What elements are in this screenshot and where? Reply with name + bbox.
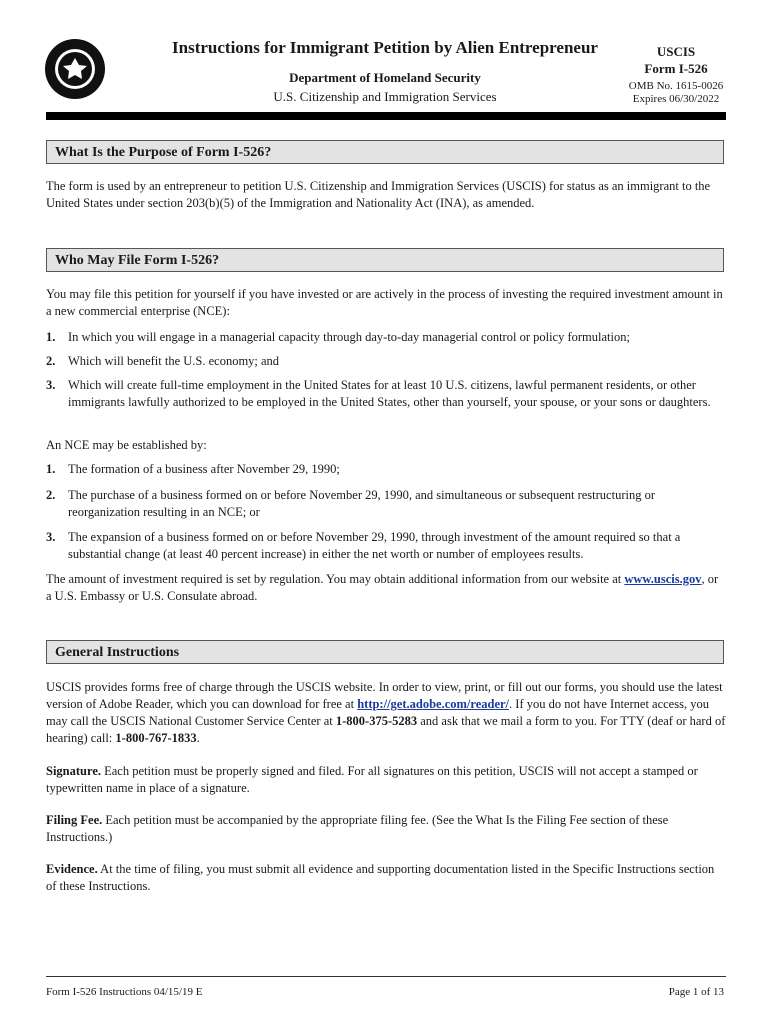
section-heading-general: General Instructions	[46, 640, 724, 664]
investment-text-end: , or a U.S. Embassy or U.S. Consulate abroad.	[46, 572, 719, 603]
investment-amount-paragraph	[46, 571, 726, 605]
list-text: Which will benefit the U.S. economy; and	[68, 354, 280, 368]
purpose-paragraph: The form is used by an entrepreneur to petition U.S. Citizenship and Immigration Services (USCIS) for status as an immigrant to the United States under section 203(b)(5) of the Immigration and Nationality Act (INA), as amended.	[46, 179, 711, 210]
agency-name: U.S. Citizenship and Immigration Services	[273, 89, 497, 104]
list-number: 1.	[46, 330, 56, 344]
filing-fee-label: Filing Fee.	[46, 813, 103, 827]
customer-service-phone: 1-800-375-5283	[335, 714, 418, 728]
list-item	[46, 353, 726, 370]
header-rule	[46, 112, 726, 120]
general-text: .	[196, 731, 200, 745]
department-name: Department of Homeland Security	[289, 70, 481, 85]
who-intro: You may file this petition for yourself if you have invested or are actively in the process of investing the required investment amount in a new commercial enterprise (NCE):	[46, 287, 723, 318]
investment-text: The amount of investment required is set by regulation. You may obtain additional information from our website at	[46, 572, 625, 586]
general-text: USCIS provides forms free of charge through the USCIS website. In order to view, print, or fill out our forms, you should use the latest version of Adobe Reader, which you can download for free at	[46, 680, 723, 711]
general-text: . If you do not have Internet access, you may call the USCIS National Customer Service Center at	[46, 697, 709, 728]
list-text: In which you will engage in a managerial capacity through day-to-day managerial control or policy formulation;	[68, 330, 630, 344]
uscis-website-link[interactable]: www.uscis.gov	[624, 572, 702, 586]
tty-phone: 1-800-767-1833	[115, 731, 197, 745]
evidence-text: At the time of filing, you must submit all evidence and supporting documentation listed in the Specific Instructions section of these Instructions.	[46, 862, 715, 893]
general-text: and ask that we mail a form to you. For TTY (deaf or hard of hearing) call:	[46, 714, 726, 745]
expiration-date: Expires 06/30/2022	[632, 93, 720, 105]
form-number: Form I-526	[644, 61, 708, 76]
list-text: The expansion of a business formed on or before November 29, 1990, through investment of the amount required so that a substantial change (at least 40 percent increase) in either the net worth or number of employees results.	[68, 530, 681, 561]
footer-rule	[46, 976, 726, 977]
list-item	[46, 377, 726, 411]
dhs-seal	[44, 38, 106, 100]
adobe-reader-link[interactable]: http://get.adobe.com/reader/	[357, 697, 510, 711]
list-number: 3.	[46, 378, 56, 392]
filing-fee-text: Each petition must be accompanied by the appropriate filing fee. (See the What Is the Filing Fee section of these Instructions.)	[46, 813, 669, 844]
list-text: Which will create full-time employment in the United States for at least 10 U.S. citizens, lawful permanent residents, or other immigrants lawfully authorized to be employed in the United States, other than yourself, your spouse, or your sons or daughters.	[68, 378, 711, 409]
filing-fee-paragraph	[46, 812, 726, 846]
document-title: Instructions for Immigrant Petition by Alien Entrepreneur	[172, 38, 598, 57]
uscis-label: USCIS	[656, 44, 696, 59]
list-text: The formation of a business after November 29, 1990;	[68, 462, 340, 476]
general-paragraph	[46, 679, 726, 747]
omb-number: OMB No. 1615-0026	[628, 80, 724, 92]
list-text: The purchase of a business formed on or before November 29, 1990, and simultaneous or subsequent restructuring or reorganization resulting in an NCE; or	[68, 488, 655, 519]
footer-form-edition: Form I-526 Instructions 04/15/19 E	[46, 986, 203, 998]
signature-text: Each petition must be properly signed and filed. For all signatures on this petition, USCIS will not accept a stamped or typewritten name in place of a signature.	[46, 764, 698, 795]
nce-intro: An NCE may be established by:	[46, 438, 207, 452]
list-item	[46, 487, 726, 521]
evidence-label: Evidence.	[46, 862, 98, 876]
list-number: 1.	[46, 462, 56, 476]
form-id-block	[618, 44, 734, 105]
footer-page-number: Page 1 of 13	[668, 986, 724, 998]
evidence-paragraph	[46, 861, 726, 895]
list-number: 2.	[46, 354, 56, 368]
signature-paragraph	[46, 763, 726, 797]
document-title-block	[150, 38, 620, 105]
list-number: 2.	[46, 488, 56, 502]
signature-label: Signature.	[46, 764, 101, 778]
list-number: 3.	[46, 530, 56, 544]
section-heading-purpose: What Is the Purpose of Form I-526?	[46, 140, 724, 164]
list-item	[46, 461, 726, 478]
section-heading-who: Who May File Form I-526?	[46, 248, 724, 272]
list-item	[46, 329, 726, 346]
list-item	[46, 529, 726, 563]
